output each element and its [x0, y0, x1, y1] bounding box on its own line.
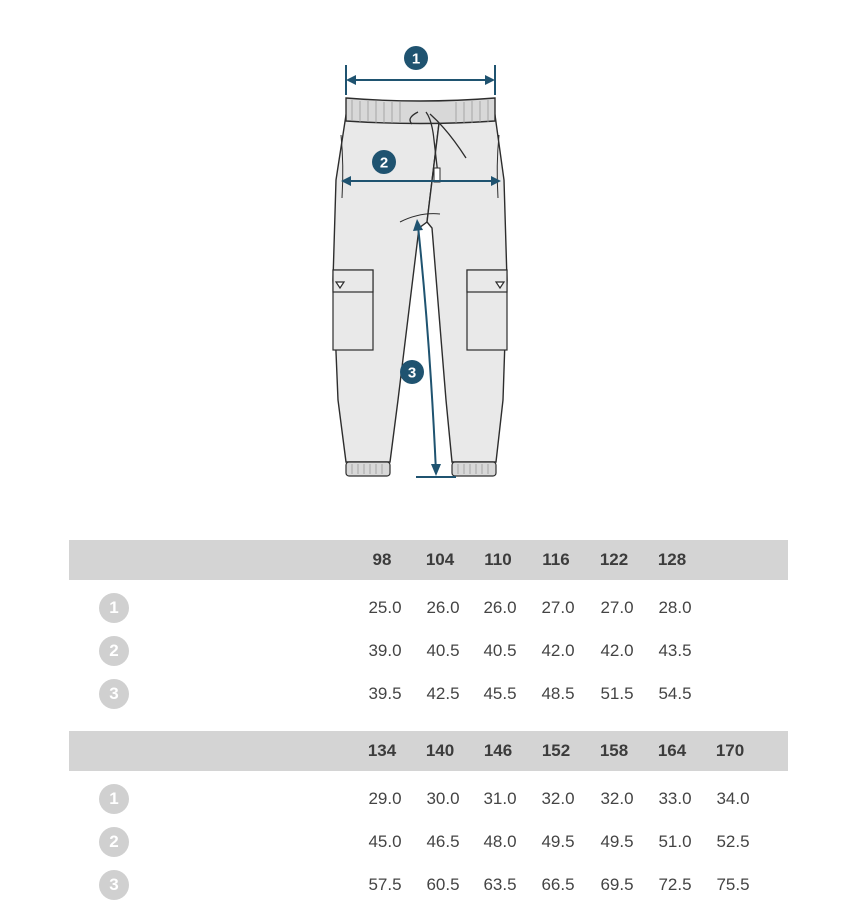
measurement-value: 48.0 — [483, 832, 517, 851]
measurement-value: 72.5 — [658, 875, 692, 894]
size-header-row — [69, 540, 788, 580]
measurement-value: 45.0 — [368, 832, 402, 851]
row-marker-1: 1 — [99, 784, 129, 814]
measurement-row-1 — [69, 585, 788, 628]
svg-text:1: 1 — [411, 50, 421, 68]
left-cuff — [346, 462, 390, 476]
measurement-value: 26.0 — [426, 598, 460, 617]
size-label: 116 — [542, 550, 570, 569]
marker-3 — [400, 360, 424, 384]
size-label: 122 — [599, 550, 629, 569]
measurement-value: 39.5 — [368, 684, 402, 703]
measurement-value: 45.5 — [483, 684, 517, 703]
measurement-value: 48.5 — [541, 684, 575, 703]
marker-1 — [404, 46, 428, 70]
left-cargo-pocket — [333, 270, 373, 350]
measurement-row-1 — [69, 776, 788, 819]
measurement-value: 46.5 — [426, 832, 460, 851]
measurement-value: 43.5 — [658, 641, 692, 660]
measurement-value: 33.0 — [658, 789, 692, 808]
size-label: 164 — [657, 741, 687, 760]
size-label: 128 — [657, 550, 687, 569]
size-label: 152 — [541, 741, 571, 760]
row-marker-2: 2 — [99, 827, 129, 857]
measurement-row-3 — [69, 862, 788, 905]
measurement-value: 40.5 — [426, 641, 460, 660]
size-label: 104 — [425, 550, 455, 569]
size-label: 98 — [372, 550, 392, 569]
size-table-1 — [69, 540, 788, 714]
measurement-value: 52.5 — [716, 832, 750, 851]
svg-text:3: 3 — [407, 364, 417, 382]
measurement-value: 42.5 — [426, 684, 460, 703]
measurement-value: 49.5 — [541, 832, 575, 851]
drawstring-tip — [434, 168, 440, 182]
svg-text:2: 2 — [379, 154, 389, 172]
right-cargo-pocket — [467, 270, 507, 350]
measurement-value: 29.0 — [368, 789, 402, 808]
size-header-row — [69, 731, 788, 771]
marker-2 — [372, 150, 396, 174]
measurement-value: 32.0 — [541, 789, 575, 808]
measurement-value: 57.5 — [368, 875, 402, 894]
measurement-value: 31.0 — [483, 789, 517, 808]
size-label: 110 — [484, 550, 512, 569]
row-marker-2: 2 — [99, 636, 129, 666]
size-label: 146 — [483, 741, 513, 760]
measurement-value: 40.5 — [483, 641, 517, 660]
size-table-2 — [69, 731, 788, 905]
measurement-value: 27.0 — [541, 598, 575, 617]
measurement-value: 25.0 — [368, 598, 402, 617]
measurement-value: 69.5 — [600, 875, 634, 894]
size-label: 140 — [425, 741, 455, 760]
row-marker-3: 3 — [99, 679, 129, 709]
measurement-value: 27.0 — [600, 598, 634, 617]
size-label: 170 — [715, 741, 745, 760]
size-label: 134 — [367, 741, 397, 760]
measurement-value: 39.0 — [368, 641, 402, 660]
measurement-value: 49.5 — [600, 832, 634, 851]
measurement-row-3 — [69, 671, 788, 714]
measurement-row-2 — [69, 628, 788, 671]
measurement-value: 34.0 — [716, 789, 750, 808]
measurement-value: 75.5 — [716, 875, 750, 894]
measurement-value: 32.0 — [600, 789, 634, 808]
measurement-value: 66.5 — [541, 875, 575, 894]
measurement-value: 51.0 — [658, 832, 692, 851]
size-label: 158 — [599, 741, 629, 760]
measurement-line-1 — [346, 65, 495, 95]
measurement-value: 42.0 — [600, 641, 634, 660]
measurement-value: 63.5 — [483, 875, 517, 894]
measurement-value: 60.5 — [426, 875, 460, 894]
measurement-value: 42.0 — [541, 641, 575, 660]
measurement-value: 28.0 — [658, 598, 692, 617]
row-marker-3: 3 — [99, 870, 129, 900]
right-cuff — [452, 462, 496, 476]
measurement-value: 26.0 — [483, 598, 517, 617]
row-marker-1: 1 — [99, 593, 129, 623]
measurement-row-2 — [69, 819, 788, 862]
measurement-value: 51.5 — [600, 684, 634, 703]
measurement-value: 30.0 — [426, 789, 460, 808]
measurement-value: 54.5 — [658, 684, 692, 703]
